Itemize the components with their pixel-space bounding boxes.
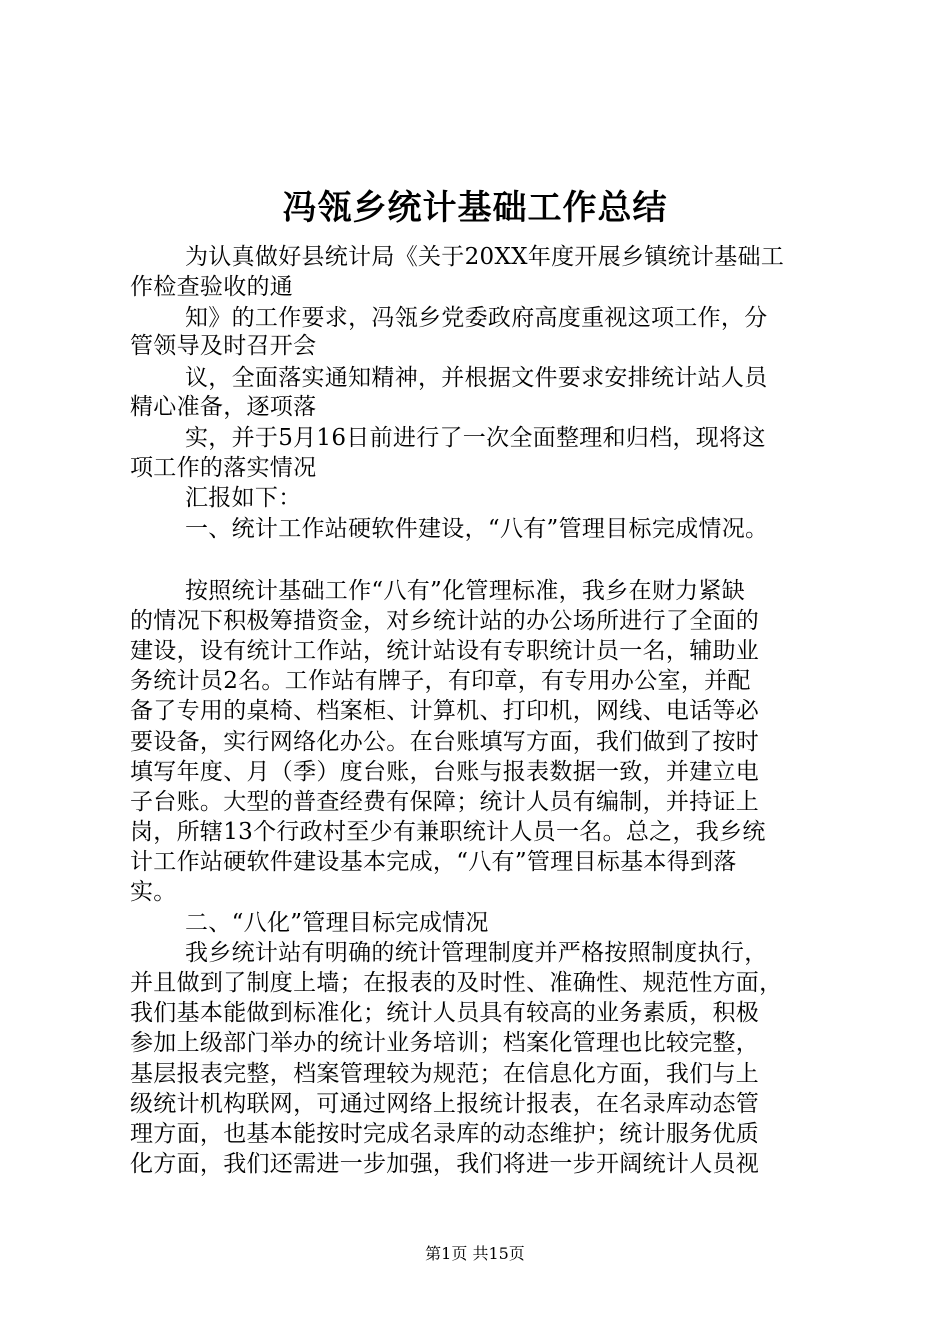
- paragraph-line: 填写年度、月（季）度台账，台账与报表数据一致，并建立电: [130, 759, 760, 785]
- paragraph-line: 我们基本能做到标准化；统计人员具有较高的业务素质，积极: [130, 1000, 760, 1026]
- paragraph-line: 实。: [130, 879, 177, 905]
- paragraph-line: 要设备，实行网络化办公。在台账填写方面，我们做到了按时: [130, 729, 760, 755]
- paragraph-line: 化方面，我们还需进一步加强，我们将进一步开阔统计人员视: [130, 1151, 760, 1177]
- page-footer: 第1页 共15页: [425, 1244, 525, 1263]
- paragraph-line: 管领导及时召开会: [130, 333, 317, 359]
- paragraph-line: 实，并于5月16日前进行了一次全面整理和归档，现将这: [185, 425, 766, 451]
- paragraph-line: 参加上级部门举办的统计业务培训；档案化管理也比较完整，: [130, 1030, 760, 1056]
- section-heading: 一、统计工作站硬软件建设，“八有”管理目标完成情况。: [185, 516, 769, 542]
- paragraph-line: 按照统计基础工作“八有”化管理标准，我乡在财力紧缺: [185, 578, 746, 604]
- document-title: 冯瓴乡统计基础工作总结: [282, 188, 668, 228]
- paragraph-line: 议，全面落实通知精神，并根据文件要求安排统计站人员: [185, 365, 768, 391]
- paragraph-line: 子台账。大型的普查经费有保障；统计人员有编制，并持证上: [130, 789, 760, 815]
- paragraph-line: 建设，设有统计工作站，统计站设有专职统计员一名，辅助业: [130, 638, 760, 664]
- paragraph-line: 作检查验收的通: [130, 274, 294, 300]
- paragraph-line: 精心准备，逐项落: [130, 394, 317, 420]
- paragraph-line: 的情况下积极筹措资金，对乡统计站的办公场所进行了全面的: [130, 608, 760, 634]
- paragraph-line: 级统计机构联网，可通过网络上报统计报表，在名录库动态管: [130, 1091, 760, 1117]
- paragraph-line: 我乡统计站有明确的统计管理制度并严格按照制度执行，: [185, 940, 768, 966]
- paragraph-line: 备了专用的桌椅、档案柜、计算机、打印机，网线、电话等必: [130, 698, 760, 724]
- paragraph-line: 岗，所辖13个行政村至少有兼职统计人员一名。总之，我乡统: [130, 819, 766, 845]
- paragraph-line: 理方面，也基本能按时完成名录库的动态维护；统计服务优质: [130, 1121, 760, 1147]
- paragraph-line: 务统计员2名。工作站有牌子，有印章，有专用办公室，并配: [130, 668, 751, 694]
- section-heading: 二、“八化”管理目标完成情况: [185, 910, 489, 936]
- paragraph-line: 基层报表完整，档案管理较为规范；在信息化方面，我们与上: [130, 1061, 760, 1087]
- paragraph-line: 并且做到了制度上墙；在报表的及时性、准确性、规范性方面，: [130, 970, 783, 996]
- paragraph-line: 计工作站硬软件建设基本完成，“八有”管理目标基本得到落: [130, 849, 737, 875]
- paragraph-line: 项工作的落实情况: [130, 455, 317, 481]
- paragraph-line: 汇报如下：: [185, 485, 302, 511]
- paragraph-line: 为认真做好县统计局《关于20XX年度开展乡镇统计基础工: [185, 244, 785, 270]
- paragraph-line: 知》的工作要求，冯瓴乡党委政府高度重视这项工作，分: [185, 305, 768, 331]
